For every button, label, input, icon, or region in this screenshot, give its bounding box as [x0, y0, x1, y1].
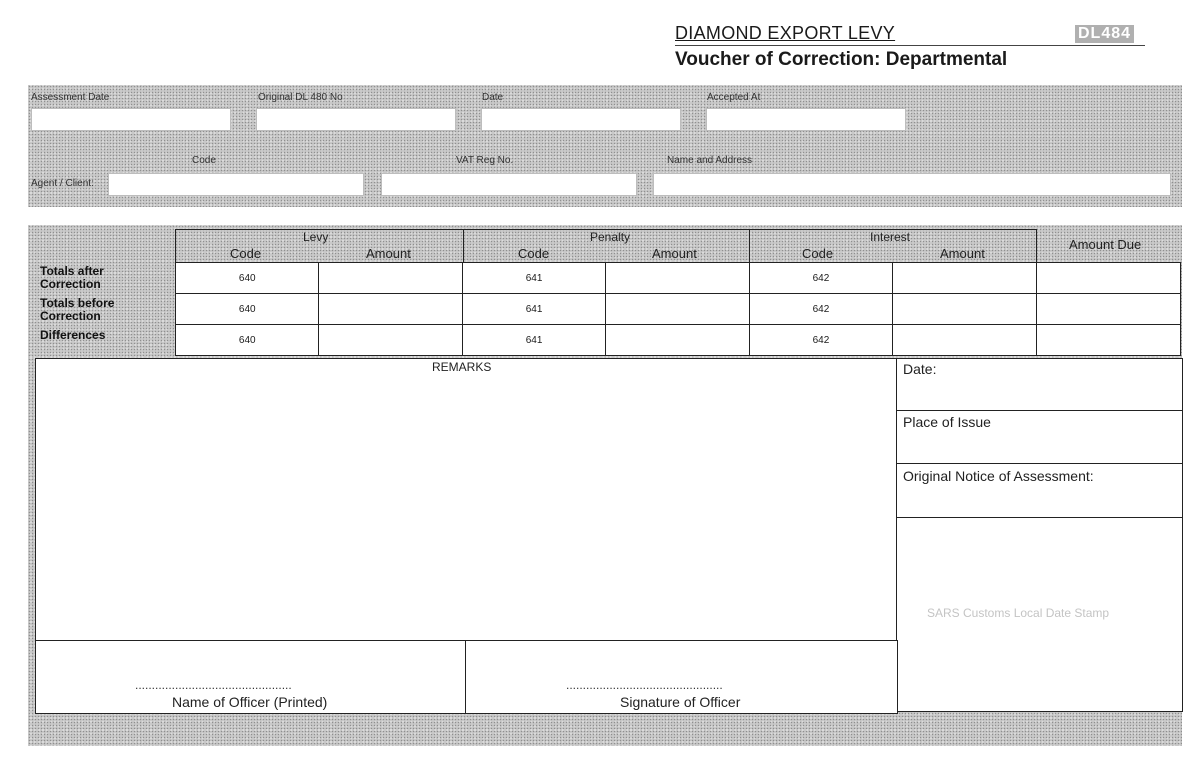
name-address-label: Name and Address [667, 155, 753, 166]
vat-reg-field[interactable] [381, 173, 637, 196]
assessment-date-label: Assessment Date [31, 92, 110, 103]
officer-name-dots: ............................................... [135, 678, 292, 692]
amount-due-cell[interactable] [1036, 263, 1180, 294]
voucher-title: Voucher of Correction: Departmental [675, 49, 1008, 70]
interest-code-cell: 642 [749, 325, 892, 356]
table-row [176, 294, 1181, 325]
penalty-amount-cell[interactable] [606, 263, 749, 294]
vat-reg-label: VAT Reg No. [456, 155, 514, 166]
agent-code-field[interactable] [108, 173, 364, 196]
original-notice-label: Original Notice of Assessment: [903, 468, 1094, 484]
officer-name-label: Name of Officer (Printed) [172, 694, 328, 710]
interest-amount-cell[interactable] [893, 263, 1036, 294]
interest-code-header: Code [802, 246, 834, 261]
agent-client-label: Agent / Client: [31, 178, 94, 189]
penalty-code-header: Code [518, 246, 550, 261]
name-address-field[interactable] [653, 173, 1171, 196]
remarks-box[interactable] [35, 358, 898, 642]
interest-code-cell: 642 [749, 294, 892, 325]
header-divider-1 [463, 229, 464, 262]
date-label: Date [482, 92, 504, 103]
accepted-at-field[interactable] [706, 108, 906, 131]
levy-code-cell: 640 [176, 325, 319, 356]
amount-due-header: Amount Due [1069, 237, 1142, 252]
amount-due-cell[interactable] [1036, 325, 1180, 356]
officer-signature-label: Signature of Officer [620, 694, 741, 710]
interest-amount-header: Amount [940, 246, 985, 261]
place-of-issue-label: Place of Issue [903, 414, 991, 430]
totals-table [175, 262, 1181, 356]
document-code: DL484 [1075, 25, 1134, 43]
table-row [176, 263, 1181, 294]
row-label-after: Totals after Correction [40, 264, 104, 291]
penalty-amount-header: Amount [652, 246, 697, 261]
penalty-code-cell: 641 [462, 325, 605, 356]
penalty-amount-cell[interactable] [606, 325, 749, 356]
accepted-at-label: Accepted At [707, 92, 761, 103]
table-row [176, 325, 1181, 356]
levy-code-cell: 640 [176, 294, 319, 325]
levy-title: DIAMOND EXPORT LEVY [675, 23, 896, 43]
amount-due-cell[interactable] [1036, 294, 1180, 325]
levy-amount-header: Amount [366, 246, 411, 261]
title-rule [675, 45, 1145, 46]
interest-amount-cell[interactable] [893, 294, 1036, 325]
levy-group-header: Levy [303, 230, 329, 244]
levy-amount-cell[interactable] [319, 325, 462, 356]
row-label-differences: Differences [40, 328, 106, 342]
penalty-group-header: Penalty [590, 230, 631, 244]
penalty-code-cell: 641 [462, 263, 605, 294]
interest-amount-cell[interactable] [893, 325, 1036, 356]
levy-code-header: Code [230, 246, 262, 261]
header-divider-2 [749, 229, 750, 262]
date-box[interactable] [896, 358, 1183, 412]
interest-code-cell: 642 [749, 263, 892, 294]
penalty-code-cell: 641 [462, 294, 605, 325]
date-field[interactable] [481, 108, 681, 131]
date-stamp-label: SARS Customs Local Date Stamp [927, 606, 1110, 620]
original-no-label: Original DL 480 No [258, 92, 343, 103]
code-label: Code [192, 155, 216, 166]
penalty-amount-cell[interactable] [606, 294, 749, 325]
row-label-before: Totals before Correction [40, 296, 115, 323]
date-box-label: Date: [903, 361, 937, 377]
assessment-date-field[interactable] [31, 108, 231, 131]
interest-group-header: Interest [870, 230, 911, 244]
original-no-field[interactable] [256, 108, 456, 131]
levy-amount-cell[interactable] [319, 263, 462, 294]
levy-amount-cell[interactable] [319, 294, 462, 325]
remarks-label: REMARKS [432, 360, 492, 374]
officer-signature-dots: ............................................... [566, 678, 723, 692]
levy-code-cell: 640 [176, 263, 319, 294]
